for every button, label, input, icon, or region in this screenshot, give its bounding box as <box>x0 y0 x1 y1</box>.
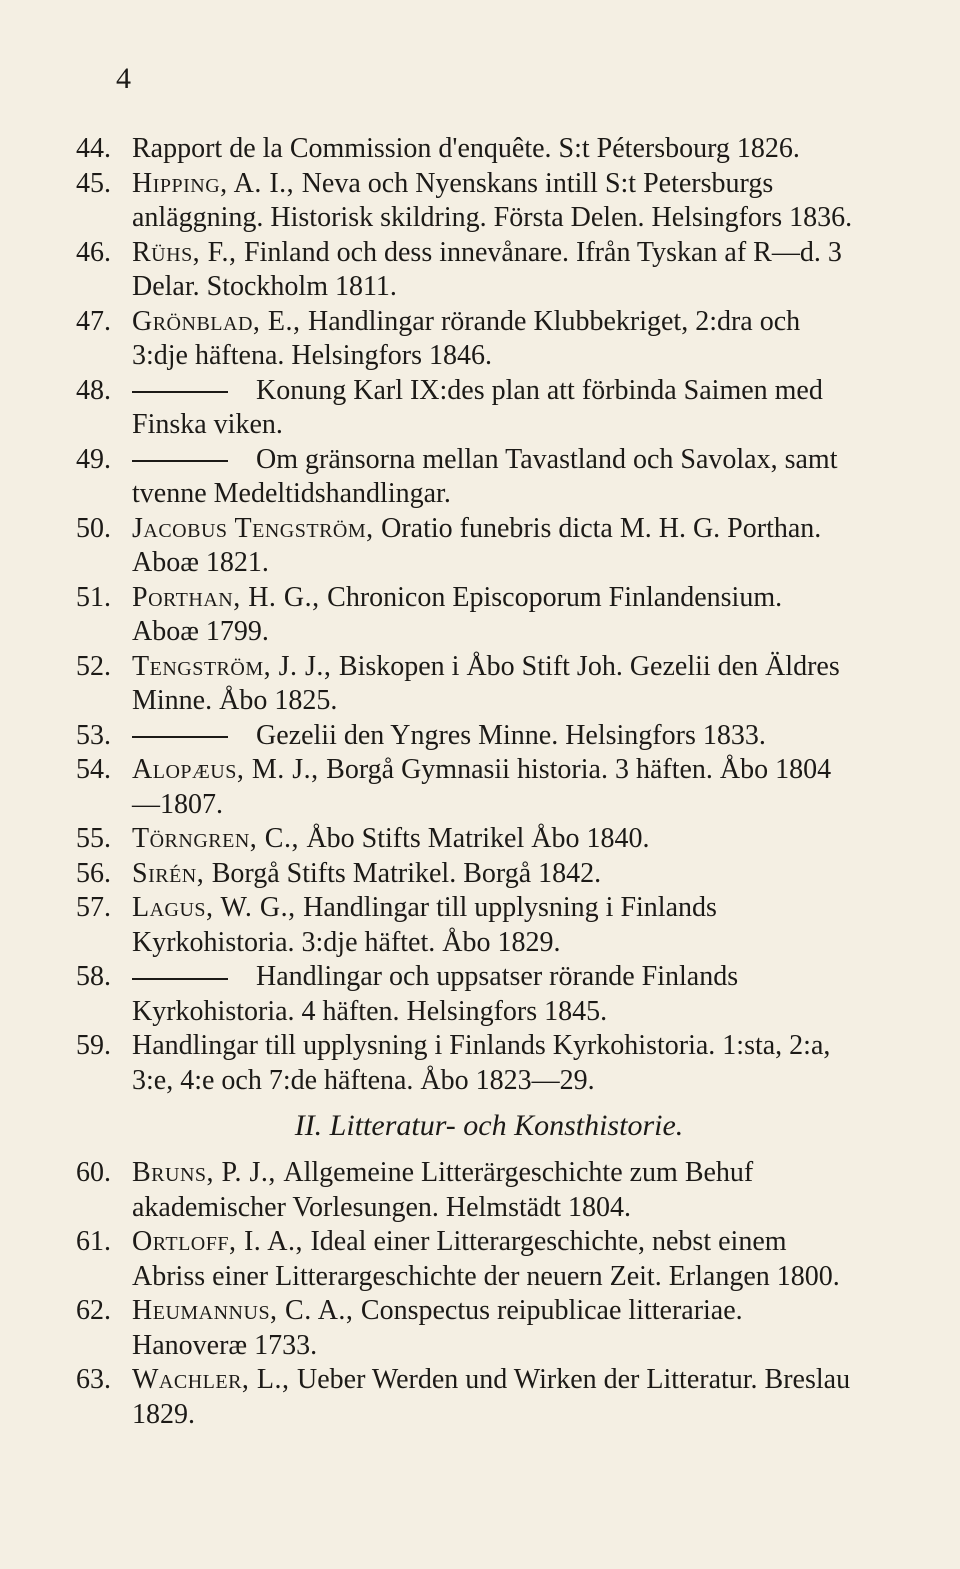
entry-author: Ortloff, I. A., <box>132 1226 311 1257</box>
entry-text: Ueber Werden und Wirken der Litteratur. Breslau 1829. <box>132 1364 851 1430</box>
bibliography-entry <box>76 443 854 512</box>
ditto-dash <box>132 978 228 980</box>
entry-text: Borgå Gymnasii historia. 3 häften. Åbo 1804—1807. <box>132 754 832 820</box>
bibliography-entry <box>76 1363 854 1432</box>
entry-text: Gezelii den Yngres Minne. Helsingfors 1833. <box>256 719 766 751</box>
bibliography-entry <box>76 132 854 167</box>
entry-text: Handlingar till upplysning i Finlands Kyrkohistoria. 3:dje häftet. Åbo 1829. <box>132 892 717 958</box>
entry-text: Ideal einer Litterargeschichte, nebst einem Abriss einer Litterargeschichte der neuern Zeit. Erlangen 1800. <box>132 1226 840 1292</box>
ditto-dash <box>132 391 228 393</box>
entry-number: 62. <box>76 1295 111 1326</box>
entry-author: Heumannus, C. A., <box>132 1295 361 1326</box>
entry-number: 53. <box>76 719 111 751</box>
entry-number: 48. <box>76 374 111 406</box>
entry-number: 47. <box>76 305 111 337</box>
entry-number: 61. <box>76 1226 111 1257</box>
entry-author: Törngren, C., <box>132 823 307 854</box>
entry-author: Hipping, A. I., <box>132 167 302 199</box>
bibliography-entry <box>76 1225 854 1294</box>
bibliography-entry <box>76 512 854 581</box>
bibliography-entry <box>76 305 854 374</box>
entry-text: Konung Karl IX:des plan att förbinda Saimen med Finska viken. <box>132 374 823 440</box>
bibliography-entry <box>76 236 854 305</box>
bibliography-entry <box>76 650 854 719</box>
bibliography-list <box>76 132 854 1432</box>
ditto-dash <box>132 736 228 738</box>
bibliography-entry <box>76 822 854 857</box>
entry-text: Handlingar och uppsatser rörande Finlands Kyrkohistoria. 4 häften. Helsingfors 1845. <box>132 961 739 1027</box>
bibliography-entry <box>76 719 854 754</box>
bibliography-entry <box>76 960 854 1029</box>
entry-number: 59. <box>76 1030 111 1061</box>
entry-number: 55. <box>76 823 111 854</box>
entry-text: Åbo Stifts Matrikel Åbo 1840. <box>306 823 650 854</box>
entry-text: Om gränsorna mellan Tavastland och Savolax, samt tvenne Medeltidshandlingar. <box>132 443 838 509</box>
section-heading: II. Litteratur- och Konsthistorie. <box>294 1109 684 1142</box>
bibliography-entry <box>76 1294 854 1363</box>
bibliography-entry <box>76 374 854 443</box>
entry-author: Porthan, H. G., <box>132 581 328 613</box>
bibliography-entry <box>76 1156 854 1225</box>
entry-text: Biskopen i Åbo Stift Joh. Gezelii den Äldres Minne. Åbo 1825. <box>132 650 840 716</box>
entry-number: 51. <box>76 581 111 613</box>
entry-text: Allgemeine Litterärgeschichte zum Behuf akademischer Vorlesungen. Helmstädt 1804. <box>132 1157 754 1223</box>
entry-author: Lagus, W. G., <box>132 892 304 923</box>
bibliography-entry <box>76 753 854 822</box>
entry-number: 54. <box>76 754 111 785</box>
entry-number: 45. <box>76 167 111 199</box>
entry-text: Borgå Stifts Matrikel. Borgå 1842. <box>211 857 602 889</box>
entry-number: 49. <box>76 443 111 475</box>
entry-number: 56. <box>76 857 111 889</box>
entry-author: Sirén, <box>132 857 212 889</box>
ditto-dash <box>132 460 228 462</box>
page-number: 4 <box>116 62 131 95</box>
entry-text: Rapport de la Commission d'enquête. S:t Pétersbourg 1826. <box>132 133 800 164</box>
entry-text: Chronicon Episcoporum Finlandensium. Aboæ 1799. <box>132 581 783 647</box>
entry-number: 58. <box>76 961 111 992</box>
entry-author: Wachler, L., <box>132 1364 298 1395</box>
entry-author: Grönblad, E., <box>132 305 308 337</box>
entry-author: Tengström, J. J., <box>132 650 339 682</box>
entry-author: Rühs, F., <box>132 236 245 268</box>
entry-text: Neva och Nyenskans intill S:t Petersburgs anläggning. Historisk skildring. Första Delen. Helsingfors 1836. <box>132 167 853 233</box>
entry-number: 63. <box>76 1364 111 1395</box>
bibliography-entry <box>76 581 854 650</box>
entry-number: 52. <box>76 650 111 682</box>
entry-number: 60. <box>76 1157 111 1188</box>
bibliography-entry <box>76 857 854 892</box>
entry-number: 57. <box>76 892 111 923</box>
bibliography-entry <box>76 167 854 236</box>
entry-author: Bruns, P. J., <box>132 1157 284 1188</box>
entry-number: 50. <box>76 512 111 544</box>
entry-text: Handlingar rörande Klubbekriget, 2:dra och 3:dje häftena. Helsingfors 1846. <box>132 305 801 371</box>
bibliography-entry <box>76 1029 854 1098</box>
entry-number: 46. <box>76 236 111 268</box>
entry-number: 44. <box>76 133 111 164</box>
entry-author: Jacobus Tengström, <box>132 512 382 544</box>
entry-text: Conspectus reipublicae litterariae. Hanoveræ 1733. <box>132 1295 743 1361</box>
bibliography-entry <box>76 891 854 960</box>
entry-text: Finland och dess innevånare. Ifrån Tyskan af R—d. 3 Delar. Stockholm 1811. <box>132 236 842 302</box>
entry-text: Oratio funebris dicta M. H. G. Porthan. Aboæ 1821. <box>132 512 822 578</box>
entry-author: Alopæus, M. J., <box>132 754 327 785</box>
entry-text: Handlingar till upplysning i Finlands Kyrkohistoria. 1:sta, 2:a, 3:e, 4:e och 7:de häftena. Åbo 1823—29. <box>132 1030 831 1096</box>
